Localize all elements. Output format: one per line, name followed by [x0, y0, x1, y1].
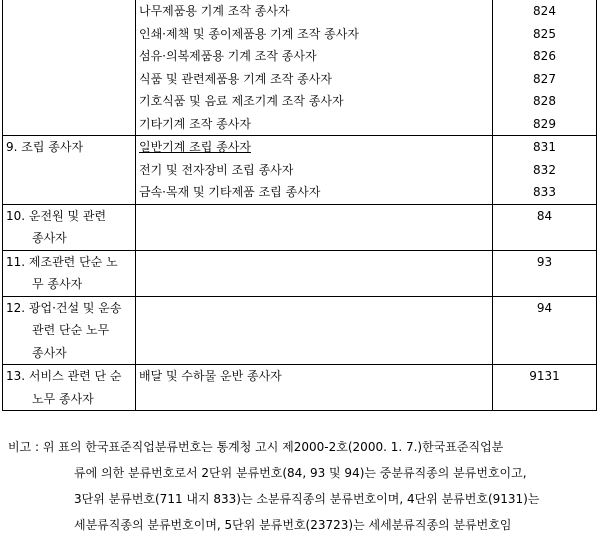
note-line: 류에 의한 분류번호로서 2단위 분류번호(84, 93 및 94)는 중분류직종의 분류번호이고,: [74, 466, 527, 480]
code-value: 832: [533, 162, 556, 177]
category-cell: [3, 0, 136, 136]
table-row: [3, 296, 597, 365]
code-value: 825: [533, 26, 556, 41]
codes-cell: [493, 204, 597, 250]
item-label: 인쇄·제책 및 종이제품용 기계 조작 종사자: [139, 26, 359, 41]
note-line: 세분류직종의 분류번호이며, 5단위 분류번호(23723)는 세세분류직종의 분류번호임: [74, 518, 512, 532]
codes-cell: [493, 250, 597, 296]
category-label: 관련 단순 노무: [32, 323, 110, 337]
category-cell: [3, 250, 136, 296]
table-row: [3, 250, 597, 296]
item-label: 일반기계 조립 종사자: [139, 140, 251, 154]
code-value: 9131: [529, 369, 560, 383]
note-line: 비고 : 위 표의 한국표준직업분류번호는 통계청 고시 제2000-2호(2000. 1. 7.)한국표준직업분: [8, 440, 504, 454]
category-label: 12. 광업·건설 및 운송: [6, 300, 122, 315]
category-label: 11. 제조관련 단순 노: [6, 254, 118, 269]
code-value: 826: [533, 49, 556, 63]
code-value: 824: [533, 4, 556, 18]
code-value: 833: [533, 185, 556, 199]
table-row: [3, 136, 597, 205]
category-cell: [3, 296, 136, 365]
item-label: 나무제품용 기계 조작 종사자: [139, 4, 290, 18]
table-row: [3, 365, 597, 411]
category-label: 10. 운전원 및 관련: [6, 208, 107, 223]
code-value: 831: [533, 140, 556, 154]
category-label: 무 종사자: [32, 277, 83, 291]
codes-cell: [493, 136, 597, 205]
code-value: 827: [533, 71, 556, 86]
table-row: [3, 204, 597, 250]
category-cell: [3, 365, 136, 411]
item-label: 전기 및 전자장비 조립 종사자: [139, 162, 294, 177]
item-label: 식품 및 관련제품용 기계 조작 종사자: [139, 71, 332, 86]
category-cell: [3, 204, 136, 250]
table-row: [3, 0, 597, 136]
remarks-note: [8, 434, 598, 538]
category-label: 9. 조립 종사자: [6, 140, 84, 154]
items-cell: [136, 365, 493, 411]
item-label: 섬유·의복제품용 기계 조작 종사자: [139, 49, 317, 63]
category-label: 노무 종사자: [32, 391, 94, 406]
category-label: 13. 서비스 관련 단 순: [6, 369, 122, 383]
item-label: 배달 및 수하물 운반 종사자: [139, 369, 282, 383]
note-line: 3단위 분류번호(711 내지 833)는 소분류직종의 분류번호이며, 4단위 분류번호(9131)는: [74, 492, 540, 506]
codes-cell: [493, 0, 597, 136]
code-value: 93: [536, 254, 553, 269]
codes-cell: [493, 296, 597, 365]
items-cell: [136, 0, 493, 136]
items-cell: [136, 204, 493, 250]
item-label: 기호식품 및 음료 제조기계 조작 종사자: [139, 94, 344, 108]
items-cell: [136, 296, 493, 365]
item-label: 금속·목재 및 기타제품 조립 종사자: [139, 185, 321, 199]
code-value: 94: [536, 300, 553, 315]
category-cell: [3, 136, 136, 205]
code-value: 829: [533, 116, 556, 131]
item-label: 기타기계 조작 종사자: [139, 116, 251, 131]
codes-cell: [493, 365, 597, 411]
category-label: 종사자: [32, 231, 67, 245]
occupation-code-table: [2, 0, 597, 411]
code-value: 84: [536, 208, 553, 223]
items-cell: [136, 250, 493, 296]
code-value: 828: [533, 94, 556, 108]
category-label: 종사자: [32, 345, 67, 360]
items-cell: [136, 136, 493, 205]
